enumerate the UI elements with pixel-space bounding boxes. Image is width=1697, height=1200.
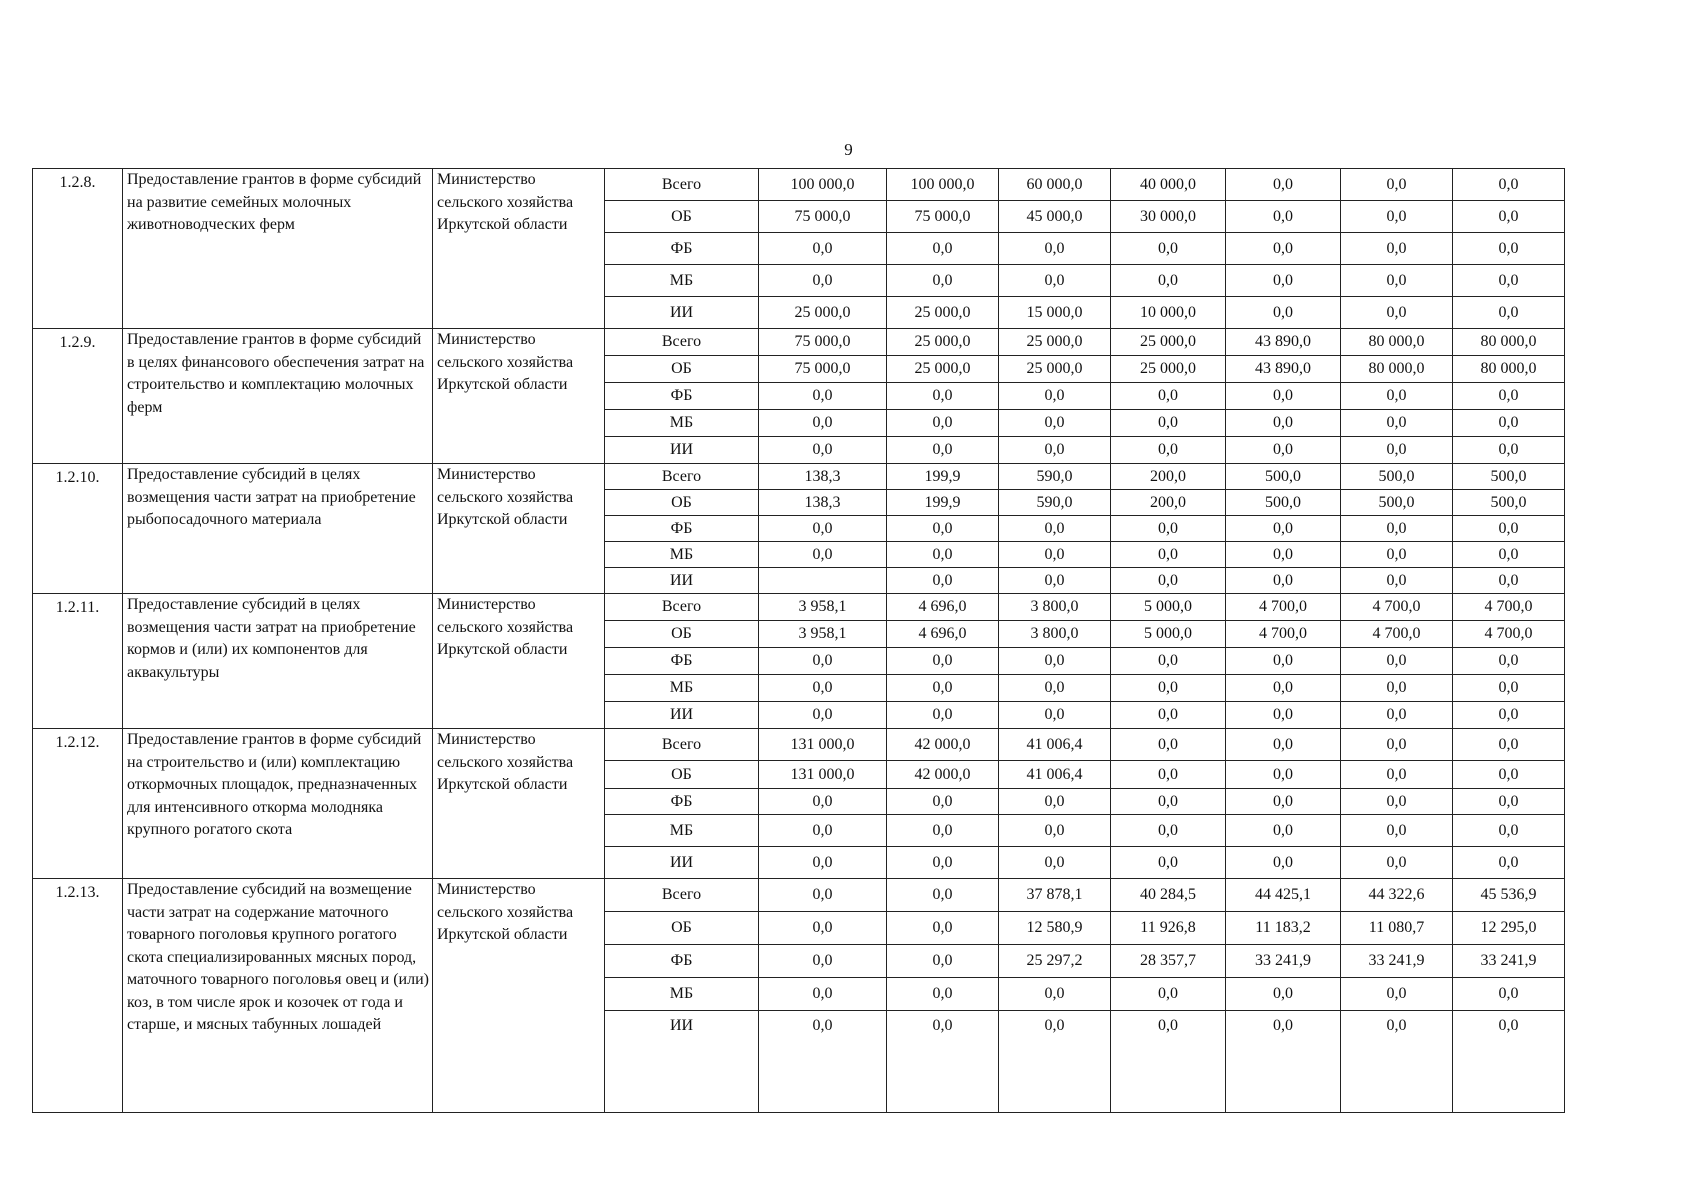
funding-value: 10 000,0 <box>1111 297 1226 329</box>
funding-value: 0,0 <box>1341 648 1453 675</box>
funding-value: 0,0 <box>1111 789 1226 815</box>
funding-value: 590,0 <box>999 464 1111 490</box>
funding-source: ОБ <box>605 490 759 516</box>
funding-value: 30 000,0 <box>1111 201 1226 233</box>
funding-source: ФБ <box>605 648 759 675</box>
funding-value: 0,0 <box>1111 568 1226 594</box>
funding-value: 0,0 <box>1341 233 1453 265</box>
funding-value: 60 000,0 <box>999 169 1111 201</box>
funding-value: 4 700,0 <box>1453 594 1565 621</box>
funding-value: 0,0 <box>999 437 1111 464</box>
funding-value: 0,0 <box>1226 169 1341 201</box>
funding-value: 25 000,0 <box>887 329 999 356</box>
funding-value: 138,3 <box>759 464 887 490</box>
funding-value: 11 926,8 <box>1111 912 1226 945</box>
funding-value: 0,0 <box>1341 1011 1453 1113</box>
funding-value <box>759 568 887 594</box>
funding-value: 0,0 <box>1226 702 1341 729</box>
funding-value: 0,0 <box>1453 789 1565 815</box>
funding-value: 0,0 <box>759 648 887 675</box>
funding-value: 0,0 <box>1453 201 1565 233</box>
funding-source: Всего <box>605 594 759 621</box>
item-name: Предоставление субсидий в целях возмещения части затрат на приобретение кормов и (или) их компонентов для аквакультуры <box>123 594 433 729</box>
funding-value: 0,0 <box>1341 847 1453 879</box>
responsible-executor: Министерство сельского хозяйства Иркутской области <box>433 329 605 464</box>
funding-value: 0,0 <box>1453 648 1565 675</box>
funding-value: 100 000,0 <box>759 169 887 201</box>
responsible-executor: Министерство сельского хозяйства Иркутской области <box>433 464 605 594</box>
funding-value: 0,0 <box>1226 978 1341 1011</box>
funding-value: 0,0 <box>999 675 1111 702</box>
funding-value: 0,0 <box>1341 410 1453 437</box>
funding-value: 0,0 <box>1226 383 1341 410</box>
funding-value: 0,0 <box>1453 516 1565 542</box>
item-name: Предоставление грантов в форме субсидий на развитие семейных молочных животноводческих ферм <box>123 169 433 329</box>
funding-value: 0,0 <box>1111 383 1226 410</box>
funding-value: 25 000,0 <box>999 329 1111 356</box>
funding-value: 0,0 <box>999 702 1111 729</box>
funding-value: 0,0 <box>1226 233 1341 265</box>
funding-value: 0,0 <box>759 702 887 729</box>
funding-value: 0,0 <box>1341 568 1453 594</box>
funding-value: 41 006,4 <box>999 729 1111 761</box>
funding-value: 0,0 <box>1226 437 1341 464</box>
funding-value: 0,0 <box>1111 648 1226 675</box>
funding-value: 0,0 <box>1453 542 1565 568</box>
funding-value: 0,0 <box>1341 978 1453 1011</box>
funding-value: 4 700,0 <box>1226 621 1341 648</box>
funding-source: ФБ <box>605 383 759 410</box>
funding-value: 0,0 <box>1341 542 1453 568</box>
funding-value: 4 696,0 <box>887 621 999 648</box>
funding-value: 138,3 <box>759 490 887 516</box>
funding-value: 0,0 <box>1453 169 1565 201</box>
funding-value: 4 700,0 <box>1341 621 1453 648</box>
item-number: 1.2.9. <box>33 329 123 464</box>
responsible-executor: Министерство сельского хозяйства Иркутской области <box>433 594 605 729</box>
funding-value: 25 297,2 <box>999 945 1111 978</box>
funding-value: 3 958,1 <box>759 621 887 648</box>
funding-value: 33 241,9 <box>1226 945 1341 978</box>
funding-source: ФБ <box>605 516 759 542</box>
funding-value: 0,0 <box>999 568 1111 594</box>
funding-value: 0,0 <box>1111 265 1226 297</box>
funding-value: 0,0 <box>1226 847 1341 879</box>
funding-value: 0,0 <box>1341 815 1453 847</box>
funding-value: 0,0 <box>999 542 1111 568</box>
item-name: Предоставление грантов в форме субсидий на строительство и (или) комплектацию откормочных площадок, предназначенных для интенсивного откорма молодняка крупного рогатого скота <box>123 729 433 879</box>
table-row <box>33 464 1565 490</box>
funding-value: 4 696,0 <box>887 594 999 621</box>
funding-value: 25 000,0 <box>887 356 999 383</box>
funding-value: 0,0 <box>887 410 999 437</box>
funding-value: 0,0 <box>1226 761 1341 789</box>
funding-value: 0,0 <box>1111 542 1226 568</box>
funding-value: 0,0 <box>759 383 887 410</box>
funding-value: 28 357,7 <box>1111 945 1226 978</box>
funding-value: 500,0 <box>1341 464 1453 490</box>
funding-value: 0,0 <box>1111 410 1226 437</box>
funding-value: 0,0 <box>1111 437 1226 464</box>
funding-value: 0,0 <box>999 265 1111 297</box>
funding-value: 0,0 <box>1341 201 1453 233</box>
funding-value: 0,0 <box>759 815 887 847</box>
item-number: 1.2.13. <box>33 879 123 1113</box>
funding-value: 0,0 <box>1341 516 1453 542</box>
funding-source: МБ <box>605 410 759 437</box>
funding-value: 0,0 <box>759 789 887 815</box>
funding-value: 0,0 <box>1341 383 1453 410</box>
funding-source: ФБ <box>605 945 759 978</box>
funding-value: 0,0 <box>1226 542 1341 568</box>
table-row <box>33 879 1565 912</box>
funding-value: 0,0 <box>759 978 887 1011</box>
funding-value: 75 000,0 <box>887 201 999 233</box>
funding-value: 0,0 <box>1453 675 1565 702</box>
funding-value: 80 000,0 <box>1341 356 1453 383</box>
funding-value: 42 000,0 <box>887 761 999 789</box>
responsible-executor: Министерство сельского хозяйства Иркутской области <box>433 169 605 329</box>
funding-value: 0,0 <box>1453 568 1565 594</box>
table-row <box>33 169 1565 201</box>
funding-value: 40 000,0 <box>1111 169 1226 201</box>
funding-value: 0,0 <box>887 912 999 945</box>
funding-value: 0,0 <box>1341 169 1453 201</box>
item-name: Предоставление субсидий на возмещение части затрат на содержание маточного товарного поголовья крупного рогатого скота специализированных мясных пород, маточного товарного поголовья овец и (или) коз, в том числе ярок и козочек от года и старше, и мясных табунных лошадей <box>123 879 433 1113</box>
funding-value: 0,0 <box>1453 978 1565 1011</box>
funding-source: ОБ <box>605 201 759 233</box>
funding-value: 0,0 <box>887 542 999 568</box>
funding-value: 0,0 <box>1453 410 1565 437</box>
funding-value: 131 000,0 <box>759 761 887 789</box>
funding-value: 0,0 <box>1226 568 1341 594</box>
funding-value: 75 000,0 <box>759 356 887 383</box>
funding-value: 0,0 <box>1111 516 1226 542</box>
item-number: 1.2.12. <box>33 729 123 879</box>
funding-value: 0,0 <box>999 789 1111 815</box>
funding-value: 0,0 <box>887 879 999 912</box>
funding-value: 200,0 <box>1111 490 1226 516</box>
funding-value: 0,0 <box>759 912 887 945</box>
funding-value: 25 000,0 <box>1111 356 1226 383</box>
funding-value: 0,0 <box>1341 297 1453 329</box>
funding-value: 0,0 <box>1453 265 1565 297</box>
funding-value: 500,0 <box>1341 490 1453 516</box>
funding-value: 199,9 <box>887 490 999 516</box>
funding-value: 0,0 <box>887 516 999 542</box>
funding-source: ФБ <box>605 233 759 265</box>
funding-value: 0,0 <box>1341 265 1453 297</box>
funding-value: 3 958,1 <box>759 594 887 621</box>
funding-value: 200,0 <box>1111 464 1226 490</box>
item-name: Предоставление субсидий в целях возмещения части затрат на приобретение рыбопосадочного материала <box>123 464 433 594</box>
funding-value: 0,0 <box>999 410 1111 437</box>
funding-source: ИИ <box>605 847 759 879</box>
funding-value: 3 800,0 <box>999 594 1111 621</box>
funding-value: 0,0 <box>1453 233 1565 265</box>
funding-value: 45 536,9 <box>1453 879 1565 912</box>
funding-source: Всего <box>605 169 759 201</box>
funding-value: 0,0 <box>1341 729 1453 761</box>
funding-value: 11 183,2 <box>1226 912 1341 945</box>
funding-value: 0,0 <box>1453 815 1565 847</box>
funding-value: 0,0 <box>1226 297 1341 329</box>
funding-value: 500,0 <box>1226 464 1341 490</box>
funding-value: 0,0 <box>1226 1011 1341 1113</box>
funding-value: 0,0 <box>1111 729 1226 761</box>
funding-value: 0,0 <box>999 516 1111 542</box>
funding-value: 0,0 <box>1341 789 1453 815</box>
funding-value: 0,0 <box>887 568 999 594</box>
funding-value: 0,0 <box>1226 516 1341 542</box>
funding-value: 15 000,0 <box>999 297 1111 329</box>
funding-value: 500,0 <box>1226 490 1341 516</box>
funding-value: 75 000,0 <box>759 329 887 356</box>
funding-value: 4 700,0 <box>1226 594 1341 621</box>
funding-source: ОБ <box>605 356 759 383</box>
funding-value: 41 006,4 <box>999 761 1111 789</box>
funding-value: 0,0 <box>887 265 999 297</box>
funding-value: 0,0 <box>759 879 887 912</box>
funding-value: 0,0 <box>1111 233 1226 265</box>
funding-source: ОБ <box>605 621 759 648</box>
funding-value: 0,0 <box>999 815 1111 847</box>
funding-value: 0,0 <box>887 945 999 978</box>
funding-value: 0,0 <box>1226 815 1341 847</box>
responsible-executor: Министерство сельского хозяйства Иркутской области <box>433 729 605 879</box>
funding-value: 0,0 <box>1226 675 1341 702</box>
funding-value: 0,0 <box>759 847 887 879</box>
funding-value: 0,0 <box>759 675 887 702</box>
funding-source: ОБ <box>605 761 759 789</box>
item-name: Предоставление грантов в форме субсидий в целях финансового обеспечения затрат на строительство и комплектацию молочных ферм <box>123 329 433 464</box>
funding-value: 25 000,0 <box>887 297 999 329</box>
funding-value: 0,0 <box>759 410 887 437</box>
funding-value: 0,0 <box>887 383 999 410</box>
funding-value: 0,0 <box>1453 383 1565 410</box>
funding-value: 590,0 <box>999 490 1111 516</box>
funding-value: 0,0 <box>999 233 1111 265</box>
funding-value: 5 000,0 <box>1111 594 1226 621</box>
funding-value: 75 000,0 <box>759 201 887 233</box>
funding-value: 199,9 <box>887 464 999 490</box>
funding-value: 0,0 <box>759 516 887 542</box>
item-number: 1.2.10. <box>33 464 123 594</box>
funding-value: 0,0 <box>759 1011 887 1113</box>
funding-value: 25 000,0 <box>1111 329 1226 356</box>
funding-source: МБ <box>605 978 759 1011</box>
funding-value: 0,0 <box>887 702 999 729</box>
funding-value: 0,0 <box>1453 847 1565 879</box>
funding-value: 4 700,0 <box>1453 621 1565 648</box>
funding-source: Всего <box>605 464 759 490</box>
funding-value: 131 000,0 <box>759 729 887 761</box>
funding-value: 4 700,0 <box>1341 594 1453 621</box>
funding-value: 42 000,0 <box>887 729 999 761</box>
funding-value: 0,0 <box>1111 675 1226 702</box>
funding-source: ОБ <box>605 912 759 945</box>
funding-source: МБ <box>605 675 759 702</box>
funding-value: 0,0 <box>999 978 1111 1011</box>
funding-value: 45 000,0 <box>999 201 1111 233</box>
funding-value: 0,0 <box>1453 702 1565 729</box>
funding-source: ИИ <box>605 568 759 594</box>
item-number: 1.2.8. <box>33 169 123 329</box>
funding-source: МБ <box>605 265 759 297</box>
funding-value: 0,0 <box>1111 761 1226 789</box>
funding-value: 0,0 <box>999 847 1111 879</box>
funding-value: 0,0 <box>887 789 999 815</box>
funding-value: 0,0 <box>1111 1011 1226 1113</box>
funding-value: 0,0 <box>1111 978 1226 1011</box>
funding-value: 0,0 <box>999 1011 1111 1113</box>
funding-value: 500,0 <box>1453 490 1565 516</box>
funding-value: 80 000,0 <box>1453 356 1565 383</box>
funding-value: 0,0 <box>887 437 999 464</box>
table-row <box>33 329 1565 356</box>
page-number: 9 <box>844 140 853 159</box>
funding-value: 0,0 <box>1453 437 1565 464</box>
funding-value: 43 890,0 <box>1226 356 1341 383</box>
funding-value: 0,0 <box>759 542 887 568</box>
funding-value: 0,0 <box>759 437 887 464</box>
funding-source: ИИ <box>605 702 759 729</box>
funding-table <box>32 168 1565 1113</box>
funding-value: 44 322,6 <box>1341 879 1453 912</box>
funding-value: 0,0 <box>1111 847 1226 879</box>
funding-value: 0,0 <box>1453 761 1565 789</box>
funding-value: 0,0 <box>887 1011 999 1113</box>
funding-value: 5 000,0 <box>1111 621 1226 648</box>
funding-value: 0,0 <box>887 675 999 702</box>
funding-value: 0,0 <box>1226 410 1341 437</box>
item-number: 1.2.11. <box>33 594 123 729</box>
table-row <box>33 594 1565 621</box>
funding-value: 33 241,9 <box>1341 945 1453 978</box>
funding-source: МБ <box>605 542 759 568</box>
funding-source: ФБ <box>605 789 759 815</box>
funding-source: Всего <box>605 329 759 356</box>
funding-value: 0,0 <box>1453 1011 1565 1113</box>
funding-value: 0,0 <box>759 945 887 978</box>
funding-source: ИИ <box>605 1011 759 1113</box>
funding-value: 0,0 <box>887 648 999 675</box>
funding-value: 0,0 <box>887 978 999 1011</box>
funding-value: 40 284,5 <box>1111 879 1226 912</box>
funding-value: 12 580,9 <box>999 912 1111 945</box>
funding-source: Всего <box>605 729 759 761</box>
funding-source: МБ <box>605 815 759 847</box>
funding-value: 0,0 <box>999 383 1111 410</box>
table-row <box>33 729 1565 761</box>
funding-value: 3 800,0 <box>999 621 1111 648</box>
funding-value: 0,0 <box>1226 789 1341 815</box>
funding-value: 0,0 <box>887 815 999 847</box>
funding-value: 0,0 <box>887 233 999 265</box>
funding-value: 11 080,7 <box>1341 912 1453 945</box>
funding-value: 0,0 <box>1226 265 1341 297</box>
funding-value: 0,0 <box>1453 297 1565 329</box>
funding-value: 0,0 <box>759 265 887 297</box>
funding-value: 33 241,9 <box>1453 945 1565 978</box>
responsible-executor: Министерство сельского хозяйства Иркутской области <box>433 879 605 1113</box>
funding-value: 0,0 <box>1341 761 1453 789</box>
funding-value: 80 000,0 <box>1341 329 1453 356</box>
funding-value: 12 295,0 <box>1453 912 1565 945</box>
funding-value: 0,0 <box>1341 675 1453 702</box>
funding-value: 0,0 <box>1341 437 1453 464</box>
funding-value: 25 000,0 <box>999 356 1111 383</box>
funding-value: 0,0 <box>1111 702 1226 729</box>
funding-value: 0,0 <box>887 847 999 879</box>
funding-value: 0,0 <box>1453 729 1565 761</box>
funding-value: 500,0 <box>1453 464 1565 490</box>
funding-value: 0,0 <box>1341 702 1453 729</box>
funding-value: 44 425,1 <box>1226 879 1341 912</box>
funding-value: 80 000,0 <box>1453 329 1565 356</box>
funding-source: ИИ <box>605 297 759 329</box>
funding-value: 0,0 <box>1226 648 1341 675</box>
funding-source: ИИ <box>605 437 759 464</box>
funding-value: 25 000,0 <box>759 297 887 329</box>
funding-value: 37 878,1 <box>999 879 1111 912</box>
funding-value: 0,0 <box>999 648 1111 675</box>
funding-value: 0,0 <box>1226 729 1341 761</box>
funding-value: 0,0 <box>1226 201 1341 233</box>
funding-value: 100 000,0 <box>887 169 999 201</box>
funding-source: Всего <box>605 879 759 912</box>
funding-value: 0,0 <box>1111 815 1226 847</box>
funding-value: 43 890,0 <box>1226 329 1341 356</box>
funding-value: 0,0 <box>759 233 887 265</box>
